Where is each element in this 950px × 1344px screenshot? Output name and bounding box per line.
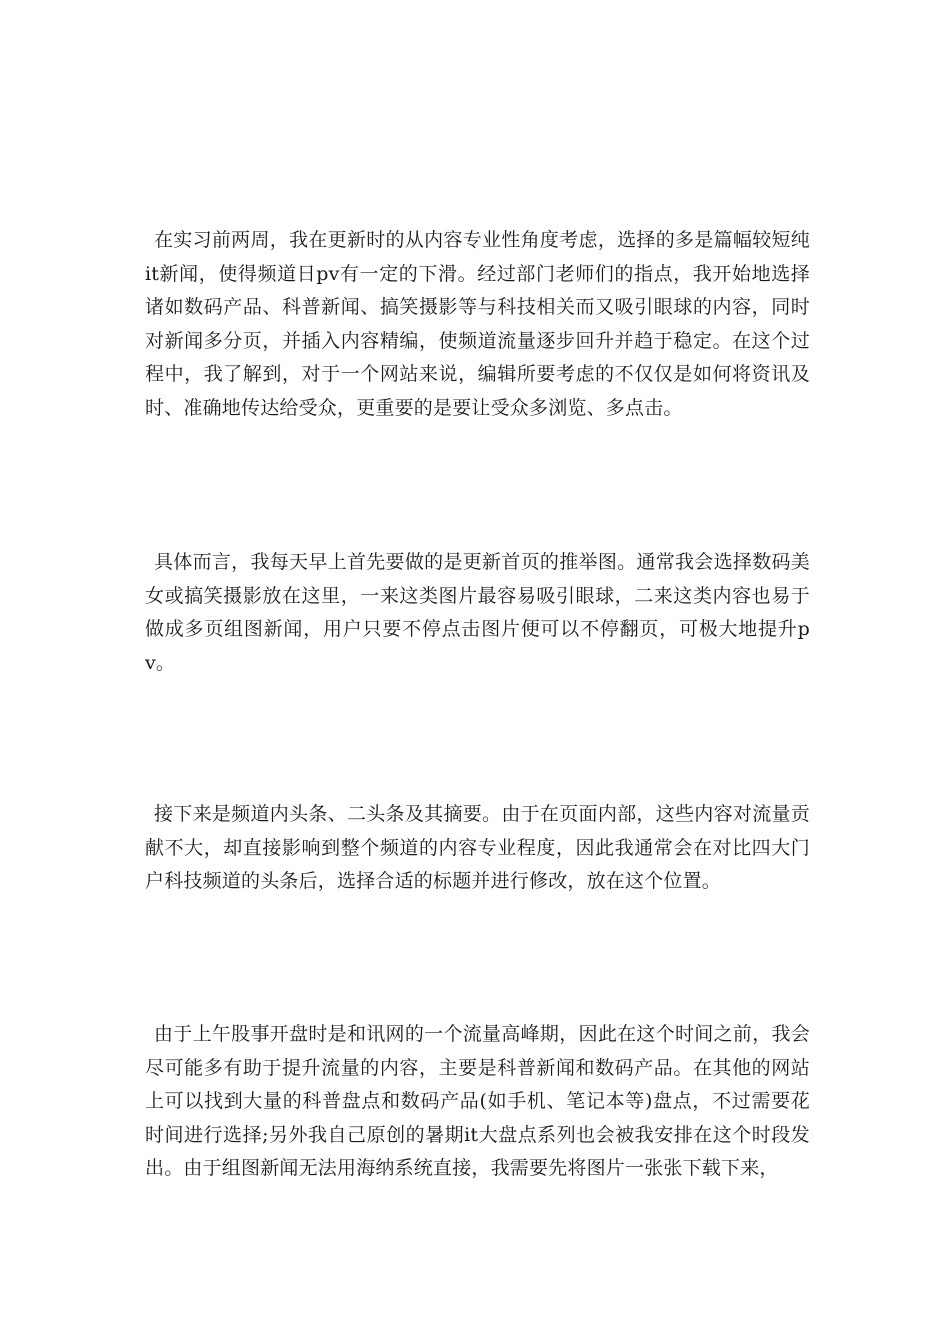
paragraph-3: 接下来是频道内头条、二头条及其摘要。由于在页面内部，这些内容对流量贡献不大，却直接影响到整个频道的内容专业程度，因此我通常会在对比四大门户科技频道的头条后，选择合适的标题并进行修改，放在这个位置。 [145, 803, 810, 893]
paragraph-4: 由于上午股事开盘时是和讯网的一个流量高峰期，因此在这个时间之前，我会尽可能多有助于提升流量的内容，主要是科普新闻和数码产品。在其他的网站上可以找到大量的科普盘点和数码产品(如手机、笔记本等)盘点，不过需要花时间进行选择;另外我自己原创的暑期it大盘点系列也会被我安排在这个时段发出。由于组图新闻无法用海纳系统直接，我需要先将图片一张张下载下来， [145, 1023, 810, 1180]
paragraph-2: 具体而言，我每天早上首先要做的是更新首页的推举图。通常我会选择数码美女或搞笑摄影放在这里，一来这类图片最容易吸引眼球，二来这类内容也易于做成多页组图新闻，用户只要不停点击图片便可以不停翻页，可极大地提升pv。 [145, 551, 810, 674]
paragraph-1: 在实习前两周，我在更新时的从内容专业性角度考虑，选择的多是篇幅较短纯it新闻，使得频道日pv有一定的下滑。经过部门老师们的指点，我开始地选择诸如数码产品、科普新闻、搞笑摄影等与科技相关而又吸引眼球的内容，同时对新闻多分页，并插入内容精编，使频道流量逐步回升并趋于稳定。在这个过程中，我了解到，对于一个网站来说，编辑所要考虑的不仅仅是如何将资讯及时、准确地传达给受众，更重要的是要让受众多浏览、多点击。 [145, 229, 810, 419]
